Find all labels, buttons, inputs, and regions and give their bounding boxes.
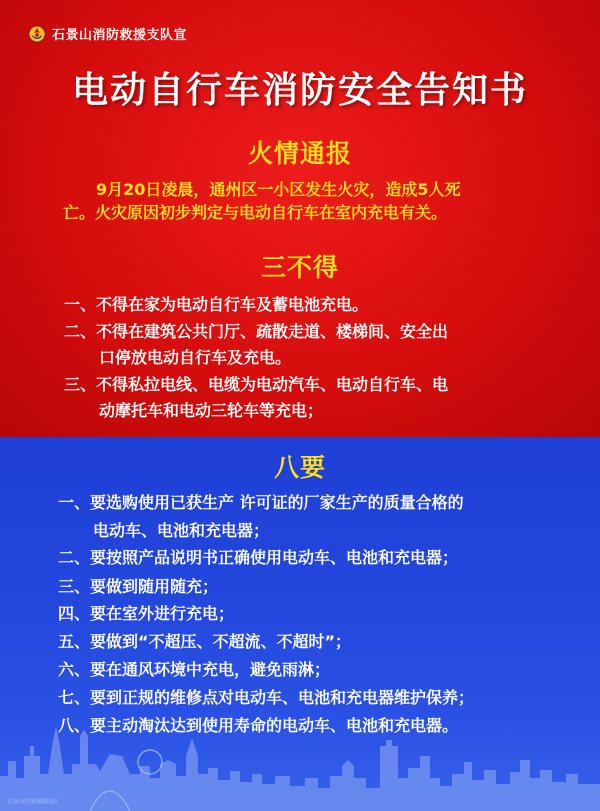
three-nots-item-3: 三、不得私拉电线、电缆为电动汽车、电动自行车、电 [64, 375, 449, 394]
eight-musts-heading: 八要 [273, 453, 326, 482]
eight-musts-item-3: 三、要做到随用随充； [58, 577, 219, 596]
three-nots-item-2-cont: 口停放电动自行车及充电。 [99, 348, 292, 367]
eight-musts-item-4: 四、要在室外进行充电； [58, 604, 235, 623]
three-nots-item-3-cont: 动摩托车和电动三轮车等充电； [99, 401, 324, 420]
eight-musts-item-7: 七、要到正规的维修点对电动车、电池和充电器维护保养； [58, 688, 475, 707]
eight-musts-item-5: 五、要做到“不超压、不超流、不超时”； [58, 632, 352, 651]
three-nots-item-2: 二、不得在建筑公共门厅、疏散走道、楼梯间、安全出 [64, 322, 449, 341]
poster-title: 电动自行车消防安全告知书 [71, 70, 528, 111]
fire-report-line-1: 9月20日凌晨，通州区一小区发生火灾，造成5人死 [96, 180, 461, 199]
eight-musts-item-6: 六、要在通风环境中充电，避免雨淋； [58, 660, 331, 679]
eight-musts-item-8: 八、要主动淘汰达到使用寿命的电动车、电池和充电器。 [58, 716, 459, 735]
three-nots-item-1: 一、不得在家为电动自行车及蓄电池充电。 [64, 295, 369, 314]
fire-report-heading: 火情通报 [247, 139, 352, 168]
eight-musts-item-2: 二、要按照产品说明书正确使用电动车、电池和充电器； [58, 548, 459, 567]
eight-musts-item-1-cont: 电动车、电池和充电器； [93, 521, 270, 540]
eight-musts-item-1: 一、要选购使用已获生产 许可证的厂家生产的质量合格的 [58, 493, 464, 512]
three-nots-heading: 三不得 [260, 253, 339, 282]
footer-watermark: 石景山区消防救援支队 [8, 799, 59, 805]
fire-rescue-emblem-icon [28, 25, 46, 43]
fire-report-line-2: 亡。火灾原因初步判定与电动自行车在室内充电有关。 [63, 203, 448, 222]
org-brand [28, 24, 187, 43]
city-skyline-graphic [0, 716, 600, 811]
org-name: 石景山消防救援支队宣 [52, 28, 188, 43]
